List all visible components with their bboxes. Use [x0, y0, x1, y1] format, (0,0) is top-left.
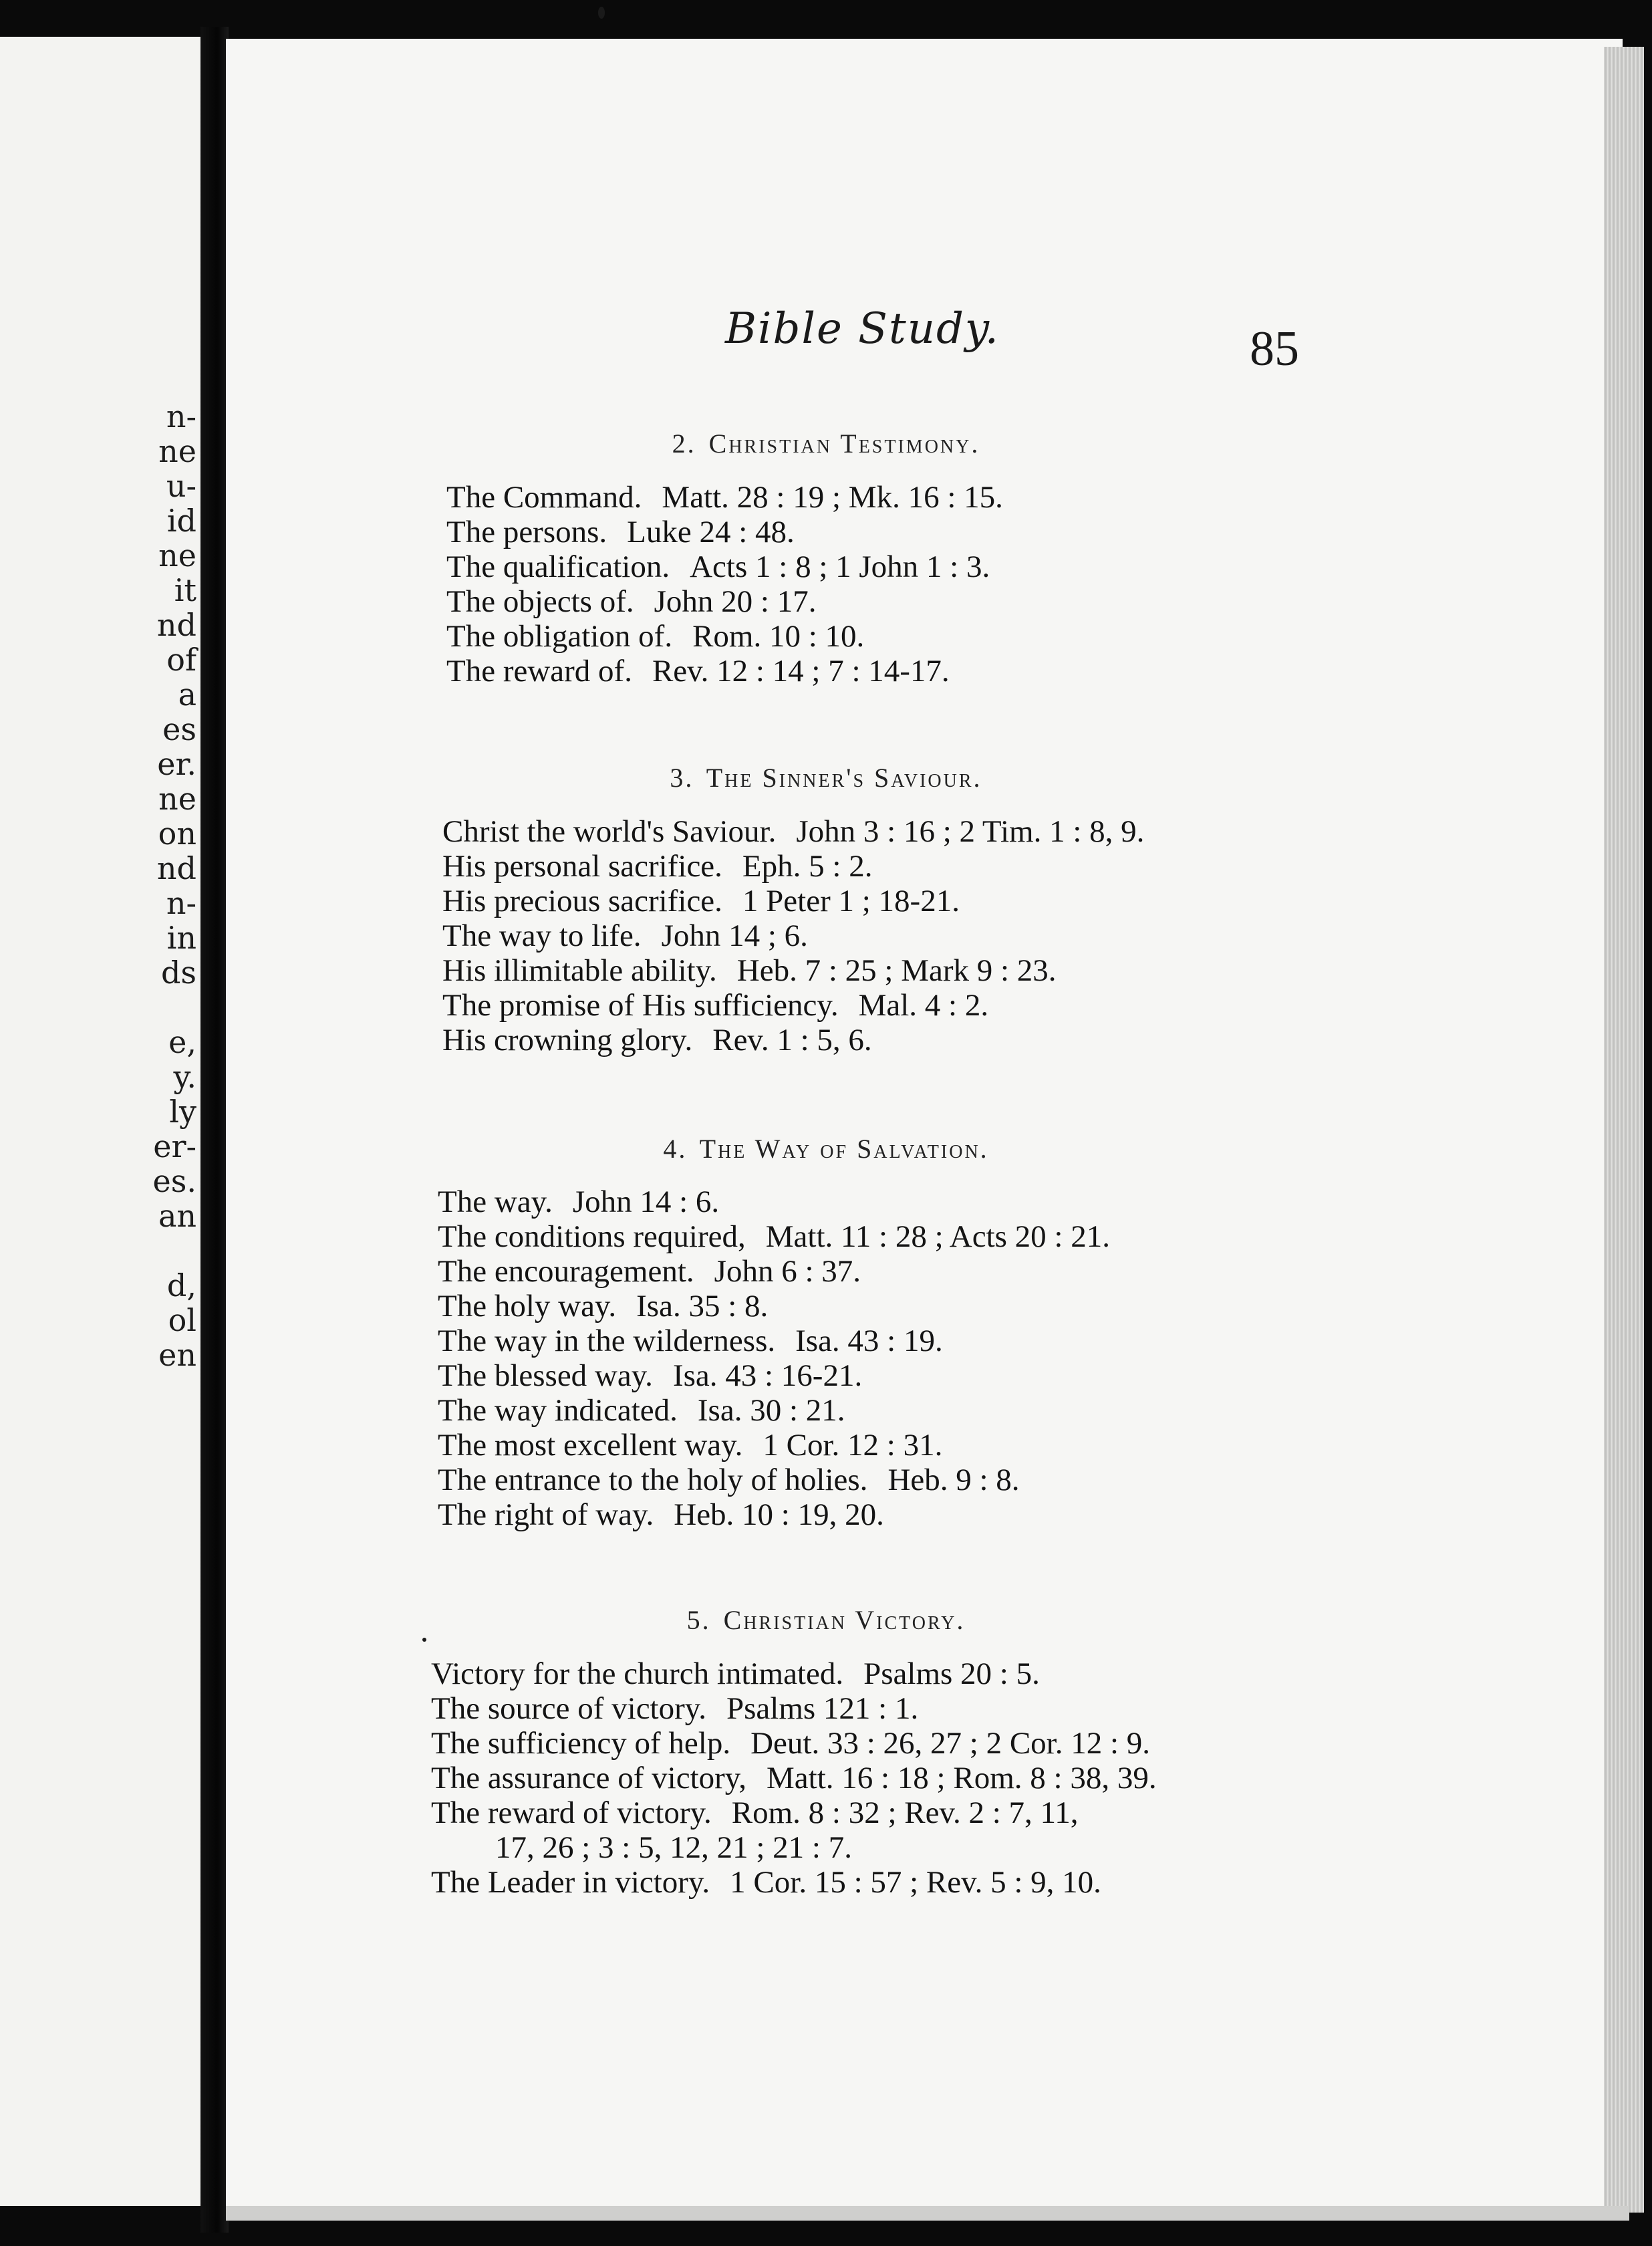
entry-topic: His illimitable ability. [442, 953, 717, 988]
list-item [431, 1795, 1157, 1865]
section-entry-list [442, 814, 1144, 1057]
entry-references: Matt. 11 : 28 ; Acts 20 : 21. [765, 1219, 1110, 1254]
section-title: Christian Testimony. [708, 428, 980, 459]
previous-page-text-fragment: id [166, 503, 196, 539]
previous-page-text-fragment: er. [157, 746, 196, 782]
list-item [438, 1463, 1110, 1497]
entry-references: John 14 : 6. [572, 1184, 720, 1219]
list-item [431, 1691, 1157, 1726]
list-item [438, 1428, 1110, 1463]
entry-references: Heb. 7 : 25 ; Mark 9 : 23. [736, 953, 1057, 988]
list-item [438, 1184, 1110, 1219]
entry-topic: The way to life. [442, 918, 642, 953]
entry-topic: His personal sacrifice. [442, 849, 722, 884]
page-number: 85 [1250, 322, 1299, 376]
page-bottom-edge [226, 2206, 1629, 2221]
entry-references: Deut. 33 : 26, 27 ; 2 Cor. 12 : 9. [750, 1726, 1151, 1761]
previous-page-text-fragment: es. [152, 1163, 196, 1199]
previous-page-text-fragment: d, [166, 1267, 196, 1303]
entry-references: John 3 : 16 ; 2 Tim. 1 : 8, 9. [796, 814, 1145, 849]
entry-topic: The way. [438, 1184, 553, 1219]
previous-page-text-fragment: es [162, 711, 196, 747]
entry-references: Heb. 10 : 19, 20. [674, 1497, 884, 1532]
entry-topic: The right of way. [438, 1497, 654, 1532]
previous-page-text-fragment: n- [166, 885, 196, 921]
previous-page-text-fragment: it [174, 572, 196, 608]
list-item [442, 953, 1144, 988]
entry-references: Isa. 43 : 19. [795, 1324, 943, 1358]
entry-references: Psalms 121 : 1. [726, 1691, 919, 1726]
entry-topic: The Leader in victory. [431, 1865, 710, 1900]
list-item [446, 584, 1003, 619]
previous-page-text-fragment: ne [158, 537, 196, 574]
entry-references: 1 Cor. 15 : 57 ; Rev. 5 : 9, 10. [730, 1865, 1101, 1900]
previous-page-text-fragment: ds [160, 955, 196, 991]
section-entry-list [431, 1656, 1157, 1900]
section-number: 3. [670, 763, 694, 793]
previous-page-text-fragment: n- [166, 398, 196, 434]
previous-page-text-fragment: y. [173, 1059, 196, 1095]
previous-page-text-fragment: of [166, 642, 196, 678]
entry-topic: The reward of victory. [431, 1795, 712, 1830]
entry-topic: The blessed way. [438, 1358, 653, 1393]
entry-topic: The obligation of. [446, 619, 673, 654]
entry-references: Isa. 30 : 21. [697, 1393, 845, 1428]
section-title: The Sinner's Saviour. [706, 763, 982, 793]
entry-topic: The way indicated. [438, 1393, 678, 1428]
list-item [438, 1219, 1110, 1254]
previous-page-text-fragment: nd [156, 850, 196, 886]
previous-page-text-fragment: ol [168, 1302, 196, 1338]
entry-topic: The holy way. [438, 1289, 617, 1324]
section-number: 2. [672, 428, 696, 459]
list-item [438, 1497, 1110, 1532]
entry-topic: The source of victory. [431, 1691, 706, 1726]
entry-topic: The entrance to the holy of holies. [438, 1463, 868, 1497]
section-heading [0, 428, 1652, 459]
entry-topic: The most excellent way. [438, 1428, 743, 1463]
entry-topic: The reward of. [446, 654, 632, 689]
scan-speck [422, 1638, 426, 1642]
list-item [431, 1656, 1157, 1691]
list-item [442, 1023, 1144, 1057]
entry-references: John 20 : 17. [654, 584, 817, 619]
list-item [431, 1865, 1157, 1900]
section-title: Christian Victory. [723, 1605, 966, 1635]
previous-page-text-fragment: nd [156, 607, 196, 643]
list-item [431, 1761, 1157, 1795]
list-item [446, 619, 1003, 654]
previous-page-fragment [0, 37, 200, 2206]
entry-topic: His crowning glory. [442, 1023, 693, 1057]
previous-page-text-fragment: u- [166, 468, 196, 504]
list-item [442, 849, 1144, 884]
entry-references: John 14 ; 6. [661, 918, 808, 953]
entry-references: Isa. 43 : 16-21. [672, 1358, 863, 1393]
previous-page-text-fragment: ne [158, 433, 196, 469]
entry-references: Mal. 4 : 2. [858, 988, 989, 1023]
entry-references: Rom. 8 : 32 ; Rev. 2 : 7, 11, [731, 1795, 1079, 1830]
previous-page-text-fragment: ne [158, 781, 196, 817]
list-item [446, 515, 1003, 549]
page-fore-edge [1604, 47, 1644, 2213]
list-item [438, 1254, 1110, 1289]
entry-references: Rom. 10 : 10. [692, 619, 865, 654]
section-entry-list [446, 480, 1003, 689]
entry-references-continued: 17, 26 ; 3 : 5, 12, 21 ; 21 : 7. [495, 1830, 852, 1865]
entry-references: Isa. 35 : 8. [636, 1289, 769, 1324]
entry-references: 1 Cor. 12 : 31. [763, 1428, 943, 1463]
section-heading [0, 1128, 1652, 1164]
scan-speck [598, 7, 605, 19]
list-item [446, 549, 1003, 584]
entry-references: Eph. 5 : 2. [742, 849, 873, 884]
previous-page-text-fragment: er- [153, 1128, 196, 1164]
running-head: Bible Study. [725, 304, 1000, 354]
entry-topic: The objects of. [446, 584, 634, 619]
section-number: 5. [686, 1605, 711, 1635]
section-number: 4. [663, 1134, 688, 1164]
entry-topic: The sufficiency of help. [431, 1726, 731, 1761]
section-heading [0, 762, 1652, 793]
entry-references: Rev. 1 : 5, 6. [712, 1023, 872, 1057]
entry-references: Psalms 20 : 5. [863, 1656, 1040, 1691]
entry-topic: The way in the wilderness. [438, 1324, 776, 1358]
entry-references: Rev. 12 : 14 ; 7 : 14-17. [652, 654, 950, 689]
entry-topic: The persons. [446, 515, 607, 549]
previous-page-text-fragment: on [158, 816, 196, 852]
previous-page-text-fragment: e, [168, 1024, 196, 1060]
previous-page-text-fragment: in [166, 920, 196, 956]
entry-references: Matt. 28 : 19 ; Mk. 16 : 15. [662, 480, 1003, 515]
entry-topic: The qualification. [446, 549, 670, 584]
section-title: The Way of Salvation. [699, 1134, 989, 1164]
previous-page-text-fragment: a [178, 676, 196, 713]
section-heading [0, 1604, 1652, 1636]
previous-page-text-fragment: an [158, 1198, 196, 1234]
entry-topic: The assurance of victory, [431, 1761, 746, 1795]
entry-references: Matt. 16 : 18 ; Rom. 8 : 38, 39. [766, 1761, 1157, 1795]
entry-references: Heb. 9 : 8. [887, 1463, 1020, 1497]
entry-topic: The promise of His sufficiency. [442, 988, 839, 1023]
list-item [431, 1726, 1157, 1761]
entry-references: 1 Peter 1 ; 18-21. [742, 884, 960, 918]
section-entry-list [438, 1184, 1110, 1532]
entry-references: John 6 : 37. [714, 1254, 861, 1289]
list-item [442, 988, 1144, 1023]
entry-topic: The conditions required, [438, 1219, 746, 1254]
list-item [442, 918, 1144, 953]
list-item [446, 654, 1003, 689]
list-item [442, 884, 1144, 918]
entry-topic: Victory for the church intimated. [431, 1656, 844, 1691]
list-item [438, 1393, 1110, 1428]
previous-page-text-fragment: ly [169, 1094, 196, 1130]
list-item [438, 1358, 1110, 1393]
list-item [438, 1289, 1110, 1324]
list-item [446, 480, 1003, 515]
entry-references: Luke 24 : 48. [627, 515, 795, 549]
entry-topic: Christ the world's Saviour. [442, 814, 777, 849]
entry-topic: His precious sacrifice. [442, 884, 722, 918]
entry-topic: The Command. [446, 480, 642, 515]
list-item [438, 1324, 1110, 1358]
previous-page-text-fragment: en [158, 1337, 196, 1373]
book-gutter [200, 27, 229, 2233]
list-item [442, 814, 1144, 849]
entry-topic: The encouragement. [438, 1254, 694, 1289]
entry-references: Acts 1 : 8 ; 1 John 1 : 3. [690, 549, 990, 584]
